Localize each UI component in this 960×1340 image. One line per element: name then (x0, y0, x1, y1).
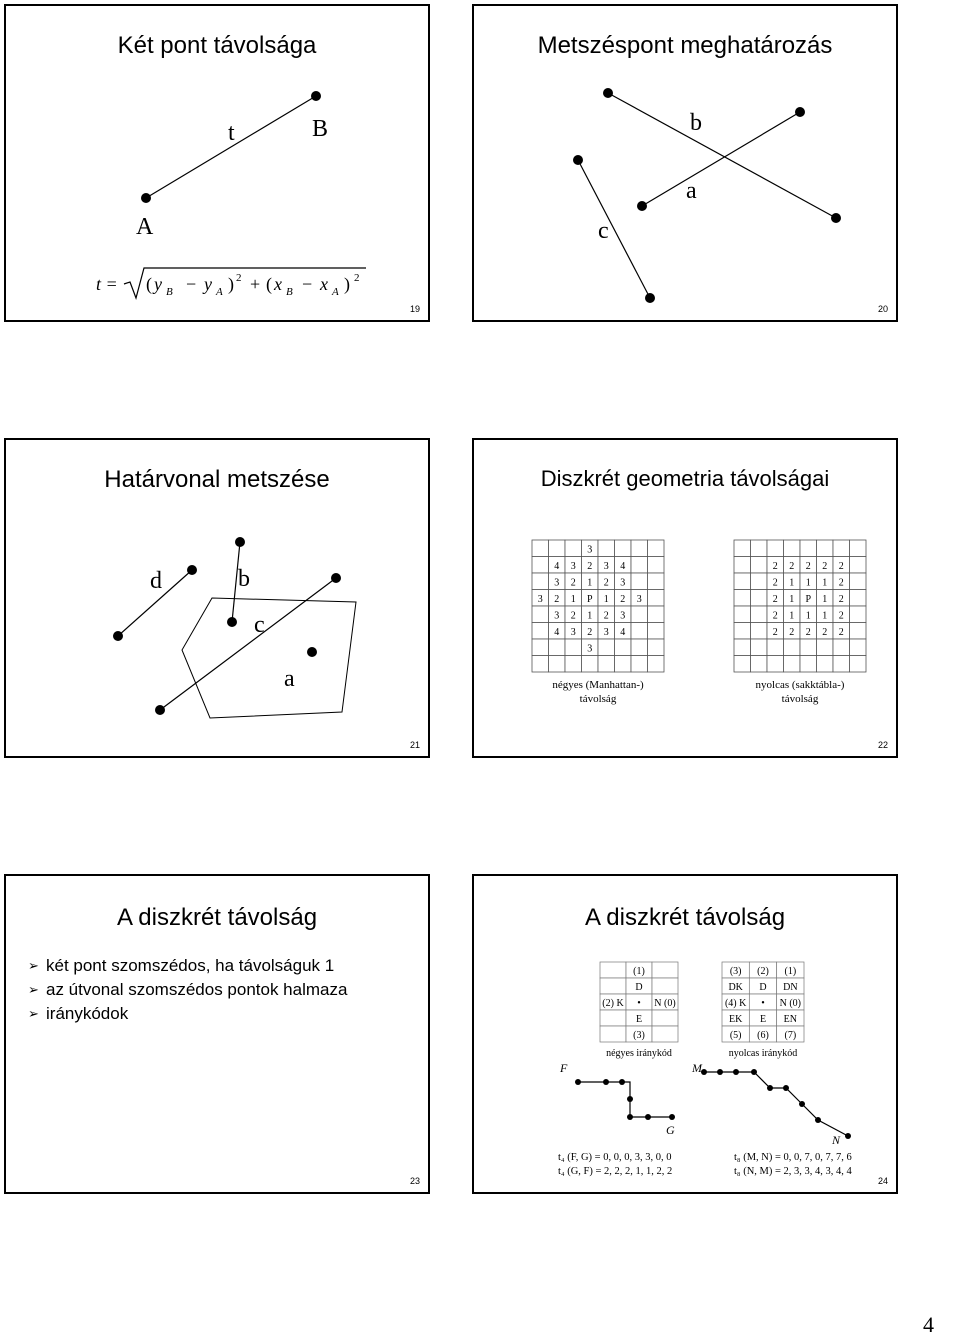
table-cell (652, 1010, 678, 1026)
grid-cell (532, 557, 549, 574)
grid-cell (532, 540, 549, 557)
grid-value: 2 (838, 626, 844, 638)
chessboard-grid (734, 540, 866, 705)
slide-number: 19 (409, 304, 420, 314)
direction-code: (2) K (602, 998, 624, 1009)
grid-cell (751, 623, 768, 640)
grid-cell (833, 656, 850, 673)
grid-value: 3 (554, 577, 560, 589)
grid-cell (734, 656, 751, 673)
grid-value: 2 (838, 593, 844, 605)
intersection-diagram (474, 6, 898, 322)
direction-code: DN (783, 982, 798, 993)
grid-value: 2 (554, 593, 560, 605)
eight-direction-table (722, 962, 804, 1059)
label-A: A (136, 214, 154, 240)
grid-value: 3 (537, 593, 543, 605)
grid-cell (615, 656, 632, 673)
svg-text:y: y (154, 274, 162, 294)
grid-value: 4 (620, 626, 626, 638)
svg-text:B: B (286, 286, 293, 298)
grid-value: 2 (772, 577, 778, 589)
grid-cell (631, 606, 648, 623)
direction-code: DK (728, 982, 743, 993)
table-cell (652, 1026, 678, 1042)
grid-cell (549, 540, 566, 557)
direction-code: EK (728, 1014, 743, 1025)
label-a: a (284, 666, 295, 692)
grid-cell (800, 656, 817, 673)
grid-cell (767, 540, 784, 557)
grid-cell (648, 623, 665, 640)
grid-cell (598, 639, 615, 656)
grid-cell (648, 606, 665, 623)
direction-code: (2) (757, 966, 769, 977)
direction-code-figure (474, 876, 898, 1194)
slide-title: Határvonal metszése (104, 466, 330, 493)
grid-cell (648, 639, 665, 656)
grid-cell (850, 557, 867, 574)
grid-value: 2 (570, 577, 576, 589)
slide-number: 20 (877, 304, 888, 314)
grid-value: 2 (789, 560, 795, 572)
grid-value: P (805, 593, 812, 605)
grid-cell (582, 656, 599, 673)
four-caption: négyes iránykód (606, 1048, 672, 1059)
direction-code: EN (783, 1014, 798, 1025)
svg-text:t =: t = (96, 274, 118, 294)
grid-cell (532, 606, 549, 623)
svg-text:A: A (216, 286, 223, 298)
direction-code: (6) (757, 1030, 769, 1041)
grid-cell (648, 590, 665, 607)
grid-cell (751, 656, 768, 673)
arrow-bullet-icon: ➢ (28, 1006, 39, 1021)
slide-22 (472, 438, 898, 758)
grid-value: 2 (838, 610, 844, 622)
slide-number: 23 (409, 1176, 420, 1186)
bullet-list (28, 954, 347, 1026)
grid-value: 2 (587, 626, 593, 638)
grid-value: P (586, 593, 593, 605)
grid-cell (549, 639, 566, 656)
manhattan-grid (532, 540, 664, 705)
grid-cell (734, 606, 751, 623)
grid-value: 1 (822, 593, 828, 605)
direction-code: (1) (784, 966, 797, 977)
label-B: B (312, 116, 329, 142)
grid-value: 1 (603, 593, 609, 605)
slide-20 (472, 4, 898, 322)
slide-number: 24 (877, 1176, 888, 1186)
grid-cell (648, 540, 665, 557)
label-b: b (238, 566, 250, 592)
grid-cell (631, 623, 648, 640)
grid-cell (532, 639, 549, 656)
grid-cell (751, 557, 768, 574)
grid-value: 2 (805, 560, 811, 572)
manhattan-caption: négyes (Manhattan-) (552, 679, 644, 691)
list-item: ➢ iránykódok (28, 1002, 347, 1026)
formula-t8-MN: t₈ (M, N) = 0, 0, 7, 0, 7, 7, 6 (734, 1152, 852, 1163)
label-M: M (692, 1061, 702, 1075)
table-cell (600, 962, 626, 978)
grid-value: 1 (789, 577, 795, 589)
grid-value: 1 (789, 610, 795, 622)
list-item: ➢ két pont szomszédos, ha távolságuk 1 (28, 954, 347, 978)
slide-21 (4, 438, 430, 758)
grid-value: 1 (805, 577, 811, 589)
slide-number: 22 (877, 740, 888, 750)
svg-text:(: ( (146, 274, 152, 294)
grid-value: 3 (620, 610, 626, 622)
arrow-bullet-icon: ➢ (28, 982, 39, 997)
svg-text:−: − (302, 274, 313, 294)
grid-cell (817, 540, 834, 557)
chessboard-caption: távolság (781, 693, 819, 705)
svg-text:(: ( (266, 274, 272, 294)
grid-value: 2 (822, 626, 828, 638)
grid-value: 2 (772, 593, 778, 605)
grid-cell (615, 639, 632, 656)
direction-code: (3) (633, 1030, 645, 1041)
svg-text:−: − (186, 274, 197, 294)
grid-cell (532, 623, 549, 640)
grid-cell (850, 656, 867, 673)
manhattan-caption: távolság (579, 693, 617, 705)
grid-cell (784, 656, 801, 673)
grid-value: 2 (838, 560, 844, 572)
page-number: 4 (923, 1312, 934, 1337)
grid-cell (850, 623, 867, 640)
svg-text:A: A (332, 286, 339, 298)
grid-value: 1 (805, 610, 811, 622)
label-N: N (832, 1133, 841, 1147)
direction-code: D (759, 982, 767, 993)
grid-cell (784, 540, 801, 557)
grid-value: 1 (822, 610, 828, 622)
grid-value: 3 (620, 577, 626, 589)
slide-24 (472, 874, 898, 1194)
grid-value: 1 (570, 593, 576, 605)
grid-cell (751, 573, 768, 590)
grid-cell (734, 557, 751, 574)
grid-value: 1 (587, 577, 593, 589)
grid-value: 1 (587, 610, 593, 622)
grid-cell (734, 540, 751, 557)
grid-cell (800, 540, 817, 557)
formula-t4-GF: t₄ (G, F) = 2, 2, 2, 1, 1, 2, 2 (558, 1166, 673, 1177)
svg-text:B: B (166, 286, 173, 298)
grid-value: 3 (570, 626, 576, 638)
grid-cell (751, 590, 768, 607)
grid-cell (615, 540, 632, 557)
grid-value: 2 (570, 610, 576, 622)
grid-value: 2 (772, 610, 778, 622)
direction-code: (4) K (724, 998, 747, 1009)
grid-value: 4 (554, 560, 560, 572)
grid-cell (565, 540, 582, 557)
svg-text:+: + (250, 274, 261, 294)
grid-cell (850, 540, 867, 557)
grid-value: 3 (554, 610, 560, 622)
svg-text:): ) (344, 274, 350, 294)
grid-value: 2 (822, 560, 828, 572)
label-c: c (254, 612, 265, 638)
slide-title: A diszkrét távolság (116, 904, 318, 931)
table-cell (652, 978, 678, 994)
grid-value: 3 (587, 643, 593, 655)
svg-text:2: 2 (354, 272, 360, 284)
grid-cell (751, 606, 768, 623)
grid-cell (833, 639, 850, 656)
grid-cell (734, 590, 751, 607)
svg-text:2: 2 (236, 272, 242, 284)
direction-code: • (637, 998, 641, 1009)
segment-diagram (6, 6, 430, 322)
grid-cell (734, 623, 751, 640)
grid-cell (734, 573, 751, 590)
grid-value: 2 (838, 577, 844, 589)
grid-cell (631, 639, 648, 656)
arrow-bullet-icon: ➢ (28, 958, 39, 973)
grid-cell (549, 656, 566, 673)
grid-value: 1 (789, 593, 795, 605)
slide-number: 21 (409, 740, 420, 750)
svg-text:x: x (274, 274, 282, 294)
boundary-diagram (6, 440, 430, 758)
grid-value: 3 (587, 544, 593, 556)
grid-cell (850, 573, 867, 590)
grid-cell (598, 540, 615, 557)
formula-t4-FG: t₄ (F, G) = 0, 0, 0, 3, 3, 0, 0 (558, 1152, 672, 1163)
grid-cell (817, 639, 834, 656)
eight-caption: nyolcas iránykód (728, 1048, 798, 1059)
four-direction-table (600, 962, 678, 1059)
grid-cell (751, 639, 768, 656)
grid-cell (648, 573, 665, 590)
slide-title: A diszkrét távolság (584, 904, 786, 931)
grid-cell (833, 540, 850, 557)
grid-cell (532, 656, 549, 673)
grid-value: 3 (570, 560, 576, 572)
grid-value: 2 (772, 626, 778, 638)
table-cell (600, 978, 626, 994)
grid-cell (648, 557, 665, 574)
grid-cell (565, 639, 582, 656)
distance-formula (96, 268, 366, 298)
direction-code: E (759, 1014, 767, 1025)
distance-grids (474, 440, 898, 758)
grid-cell (850, 606, 867, 623)
grid-value: 3 (636, 593, 642, 605)
label-t: t (228, 120, 235, 146)
grid-cell (532, 573, 549, 590)
svg-text:): ) (228, 274, 234, 294)
grid-cell (850, 590, 867, 607)
grid-cell (734, 639, 751, 656)
label-a: a (686, 178, 697, 204)
grid-value: 4 (554, 626, 560, 638)
grid-cell (631, 573, 648, 590)
slide-title: Két pont távolsága (117, 32, 317, 59)
slide-19 (4, 4, 430, 322)
grid-cell (631, 540, 648, 557)
grid-cell (767, 656, 784, 673)
direction-code: N (0) (654, 998, 676, 1009)
grid-cell (817, 656, 834, 673)
direction-code: • (761, 998, 765, 1009)
grid-cell (631, 557, 648, 574)
direction-code: (7) (784, 1030, 797, 1041)
grid-value: 2 (805, 626, 811, 638)
chessboard-caption: nyolcas (sakktábla-) (755, 679, 845, 691)
grid-cell (565, 656, 582, 673)
direction-code: (1) (633, 966, 645, 977)
direction-code: (3) (729, 966, 742, 977)
grid-cell (850, 639, 867, 656)
grid-value: 2 (603, 577, 609, 589)
grid-value: 2 (772, 560, 778, 572)
grid-value: 3 (603, 560, 609, 572)
grid-value: 3 (603, 626, 609, 638)
list-item: ➢ az útvonal szomszédos pontok halmaza (28, 978, 347, 1002)
grid-cell (631, 656, 648, 673)
grid-value: 2 (603, 610, 609, 622)
grid-cell (784, 639, 801, 656)
grid-cell (767, 639, 784, 656)
svg-text:y: y (204, 274, 212, 294)
label-d: d (150, 568, 162, 594)
grid-value: 2 (789, 626, 795, 638)
label-F: F (560, 1061, 568, 1075)
grid-cell (598, 656, 615, 673)
grid-value: 1 (822, 577, 828, 589)
label-c: c (598, 218, 609, 244)
direction-code: N (0) (779, 998, 802, 1009)
grid-value: 2 (620, 593, 626, 605)
direction-code: (5) (729, 1030, 742, 1041)
table-cell (600, 1010, 626, 1026)
slide-title: Metszéspont meghatározás (537, 32, 833, 59)
grid-value: 2 (587, 560, 593, 572)
label-b: b (690, 110, 702, 136)
slide-23 (4, 874, 430, 1194)
grid-cell (648, 656, 665, 673)
direction-code: E (635, 1014, 643, 1025)
grid-value: 4 (620, 560, 626, 572)
svg-text:x: x (320, 274, 328, 294)
grid-cell (751, 540, 768, 557)
table-cell (652, 962, 678, 978)
slide-title: Diszkrét geometria távolságai (540, 466, 830, 491)
direction-code: D (635, 982, 643, 993)
grid-cell (800, 639, 817, 656)
formula-t8-NM: t₈ (N, M) = 2, 3, 3, 4, 3, 4, 4 (734, 1166, 852, 1177)
table-cell (600, 1026, 626, 1042)
label-G: G (666, 1123, 675, 1137)
